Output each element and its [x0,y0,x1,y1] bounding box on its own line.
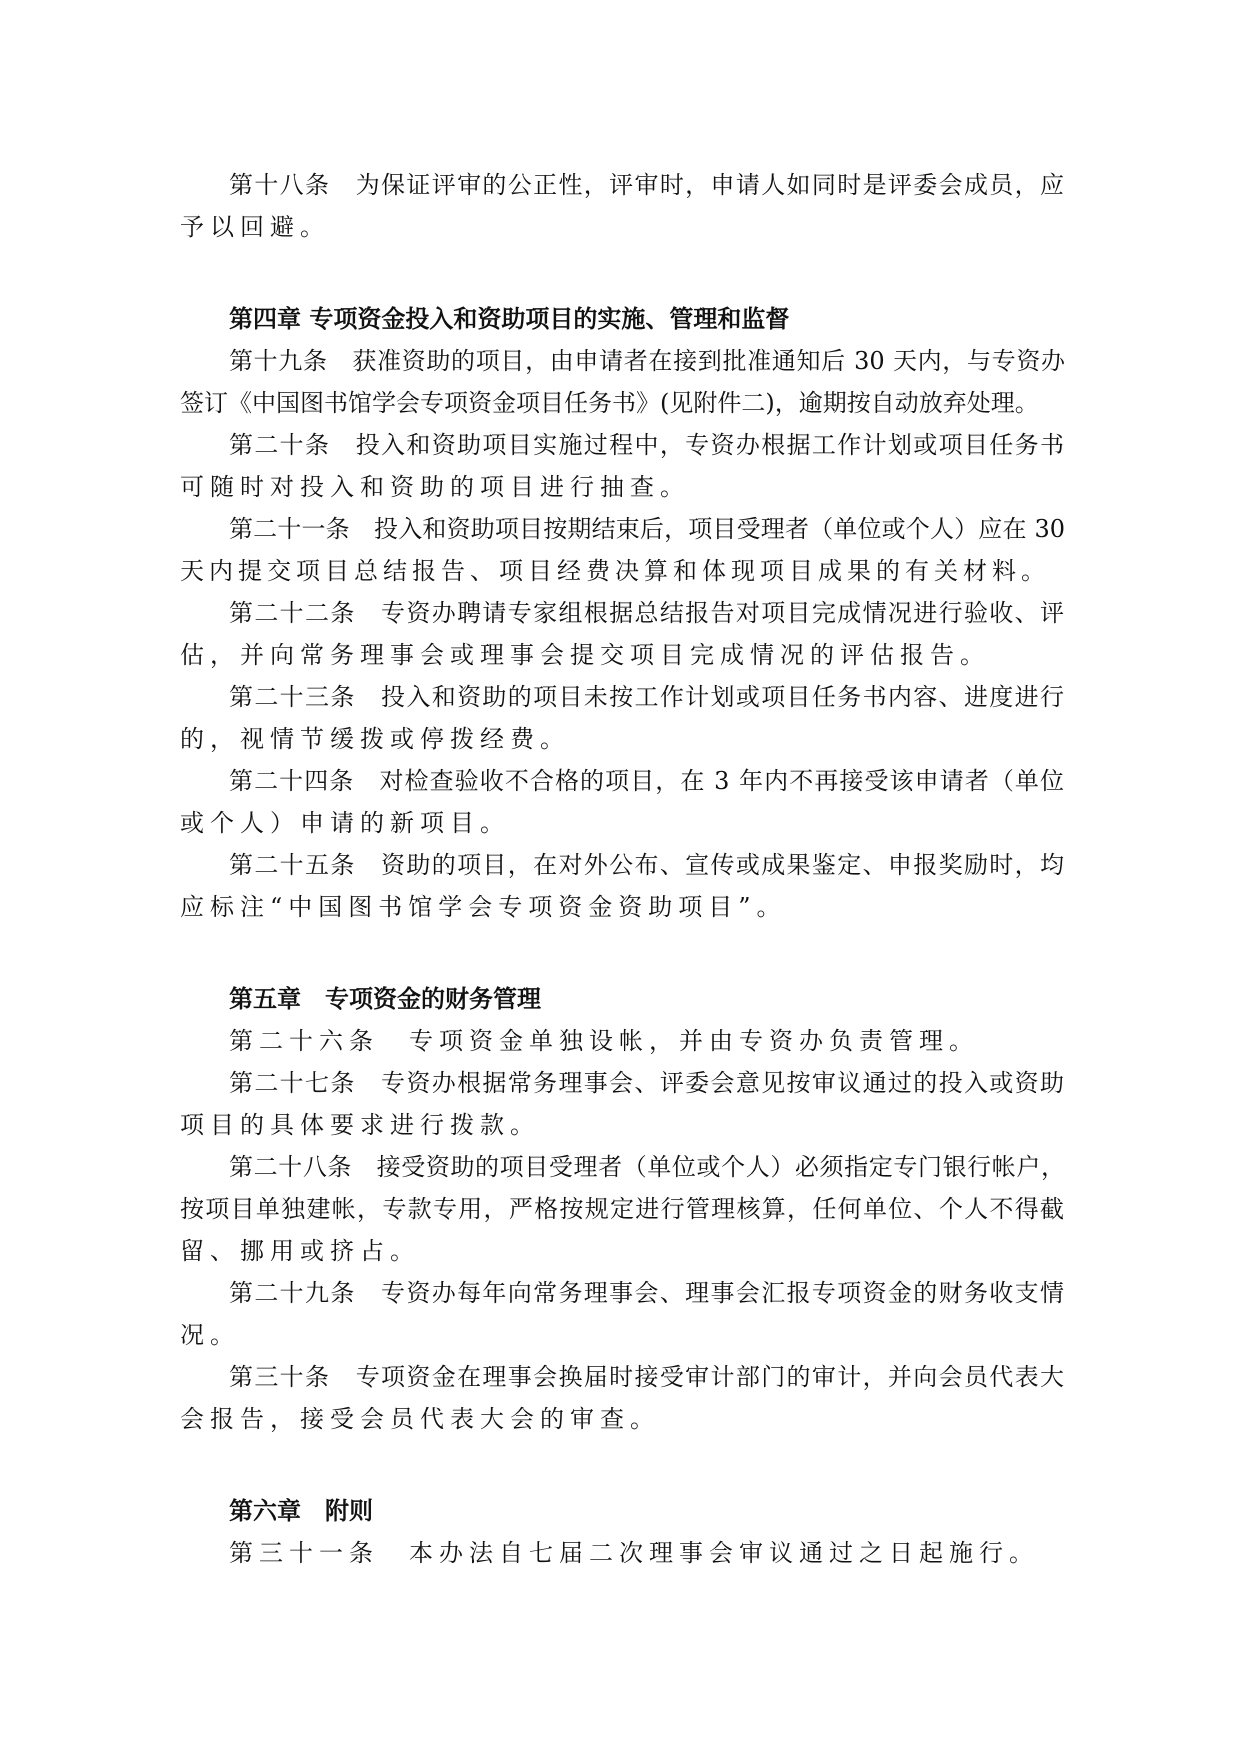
paragraph-line: 第三十条 专项资金在理事会换届时接受审计部门的审计，并向会员代表大 [229,1363,1065,1391]
paragraph-line: 第二十四条 对检查验收不合格的项目，在 3 年内不再接受该申请者（单位 [229,767,1065,795]
paragraph-line: 可随时对投入和资助的项目进行抽查。 [180,473,690,501]
paragraph-line: 第三十一条 本办法自七届二次理事会审议通过之日起施行。 [229,1539,1039,1567]
article-paragraph [180,1356,1065,1440]
paragraph-line: 第二十六条 专项资金单独设帐，并由专资办负责管理。 [229,1027,979,1055]
paragraph-line: 项目的具体要求进行拨款。 [180,1111,540,1139]
paragraph-line: 应标注“中国图书馆学会专项资金资助项目”。 [180,893,787,921]
article-paragraph [180,1532,1065,1574]
article-paragraph [180,760,1065,844]
article-paragraph [180,1272,1065,1356]
article-paragraph [180,1146,1065,1272]
article-paragraph [180,676,1065,760]
paragraph-line: 第二十五条 资助的项目，在对外公布、宣传或成果鉴定、申报奖励时，均 [229,851,1065,879]
paragraph-line: 第十八条 为保证评审的公正性，评审时，申请人如同时是评委会成员，应 [229,171,1065,199]
article-paragraph [180,1020,1065,1062]
paragraph-line: 留、挪用或挤占。 [180,1237,420,1265]
paragraph-line: 况。 [180,1321,240,1349]
paragraph-line: 按项目单独建帐，专款专用，严格按规定进行管理核算，任何单位、个人不得截 [180,1195,1065,1223]
paragraph-line: 签订《中国图书馆学会专项资金项目任务书》(见附件二)，逾期按自动放弃处理。 [180,389,1039,417]
chapter-heading: 第六章 附则 [229,1497,373,1525]
paragraph-line: 第二十八条 接受资助的项目受理者（单位或个人）必须指定专门银行帐户， [229,1153,1065,1181]
paragraph-line: 第二十七条 专资办根据常务理事会、评委会意见按审议通过的投入或资助 [229,1069,1065,1097]
paragraph-line: 第二十一条 投入和资助项目按期结束后，项目受理者（单位或个人）应在 30 [229,515,1065,543]
paragraph-line: 第二十二条 专资办聘请专家组根据总结报告对项目完成情况进行验收、评 [229,599,1065,627]
paragraph-line: 会报告，接受会员代表大会的审查。 [180,1405,660,1433]
paragraph-line: 予以回避。 [180,213,330,241]
paragraph-line: 或个人）申请的新项目。 [180,809,510,837]
paragraph-line: 第十九条 获准资助的项目，由申请者在接到批准通知后 30 天内，与专资办 [229,347,1065,375]
chapter-heading: 第五章 专项资金的财务管理 [229,985,541,1013]
chapter-heading: 第四章 专项资金投入和资助项目的实施、管理和监督 [229,305,790,333]
paragraph-line: 估，并向常务理事会或理事会提交项目完成情况的评估报告。 [180,641,990,669]
article-paragraph [180,164,1065,248]
paragraph-line: 第二十九条 专资办每年向常务理事会、理事会汇报专项资金的财务收支情 [229,1279,1065,1307]
article-paragraph [180,508,1065,592]
paragraph-line: 天内提交项目总结报告、项目经费决算和体现项目成果的有关材料。 [180,557,1050,585]
article-paragraph [180,844,1065,928]
paragraph-line: 第二十三条 投入和资助的项目未按工作计划或项目任务书内容、进度进行 [229,683,1065,711]
article-paragraph [180,1062,1065,1146]
article-paragraph [180,424,1065,508]
article-paragraph [180,592,1065,676]
article-paragraph [180,340,1065,424]
paragraph-line: 的，视情节缓拨或停拨经费。 [180,725,570,753]
paragraph-line: 第二十条 投入和资助项目实施过程中，专资办根据工作计划或项目任务书 [229,431,1065,459]
